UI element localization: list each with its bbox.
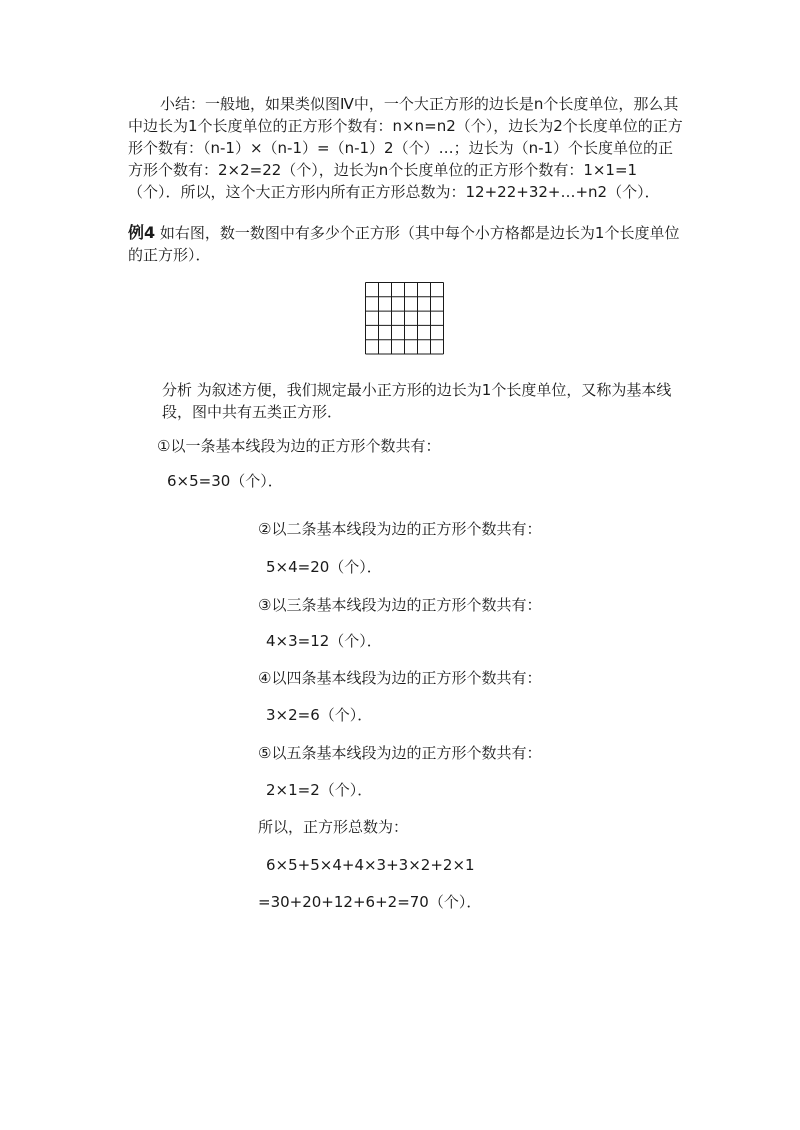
item-5-formula: 2×1=2（个）．: [266, 781, 373, 799]
total-result: =30+20+12+6+2=70（个）．: [258, 893, 482, 911]
summary-paragraph: 小结：一般地，如果类似图Ⅳ中，一个大正方形的边长是n个长度单位，那么其中边长为1个长度单位的正方形个数有：n×n=n2（个），边长为2个长度单位的正方形个数有：（n-1）×（n-1）=（n-1）2（个）…；边长为（n-1）个长度单位的正方形个数有：2×2=22（个），边长为n个长度单位的正方形个数有：1×1=1（个）．所以，这个大正方形内所有正方形总数为：12+22+32+…+n2（个）．: [128, 95, 683, 201]
example-text: 如右图，数一数图中有多少个正方形（其中每个小方格都是边长为1个长度单位的正方形）．: [128, 224, 680, 264]
item-2-formula: 5×4=20（个）．: [266, 558, 382, 576]
total-expression: 6×5+5×4+4×3+3×2+2×1: [266, 856, 475, 874]
item-4-formula: 3×2=6（个）．: [266, 706, 373, 724]
item-5-label: ⑤以五条基本线段为边的正方形个数共有：: [258, 744, 542, 762]
total-label: 所以，正方形总数为：: [258, 818, 409, 836]
square-grid-figure: [365, 282, 445, 356]
example-4-paragraph: [128, 222, 688, 266]
item-1-formula: 6×5=30（个）．: [167, 472, 283, 490]
item-1-label: ①以一条基本线段为边的正方形个数共有：: [157, 437, 441, 455]
example-label: 例4: [128, 223, 156, 242]
item-4-label: ④以四条基本线段为边的正方形个数共有：: [258, 669, 542, 687]
item-3-formula: 4×3=12（个）．: [266, 632, 382, 650]
item-2-label: ②以二条基本线段为边的正方形个数共有：: [258, 520, 542, 538]
item-3-label: ③以三条基本线段为边的正方形个数共有：: [258, 596, 542, 614]
analysis-intro: 分析 为叙述方便，我们规定最小正方形的边长为1个长度单位，又称为基本线段，图中共有五类正方形．: [162, 381, 672, 421]
